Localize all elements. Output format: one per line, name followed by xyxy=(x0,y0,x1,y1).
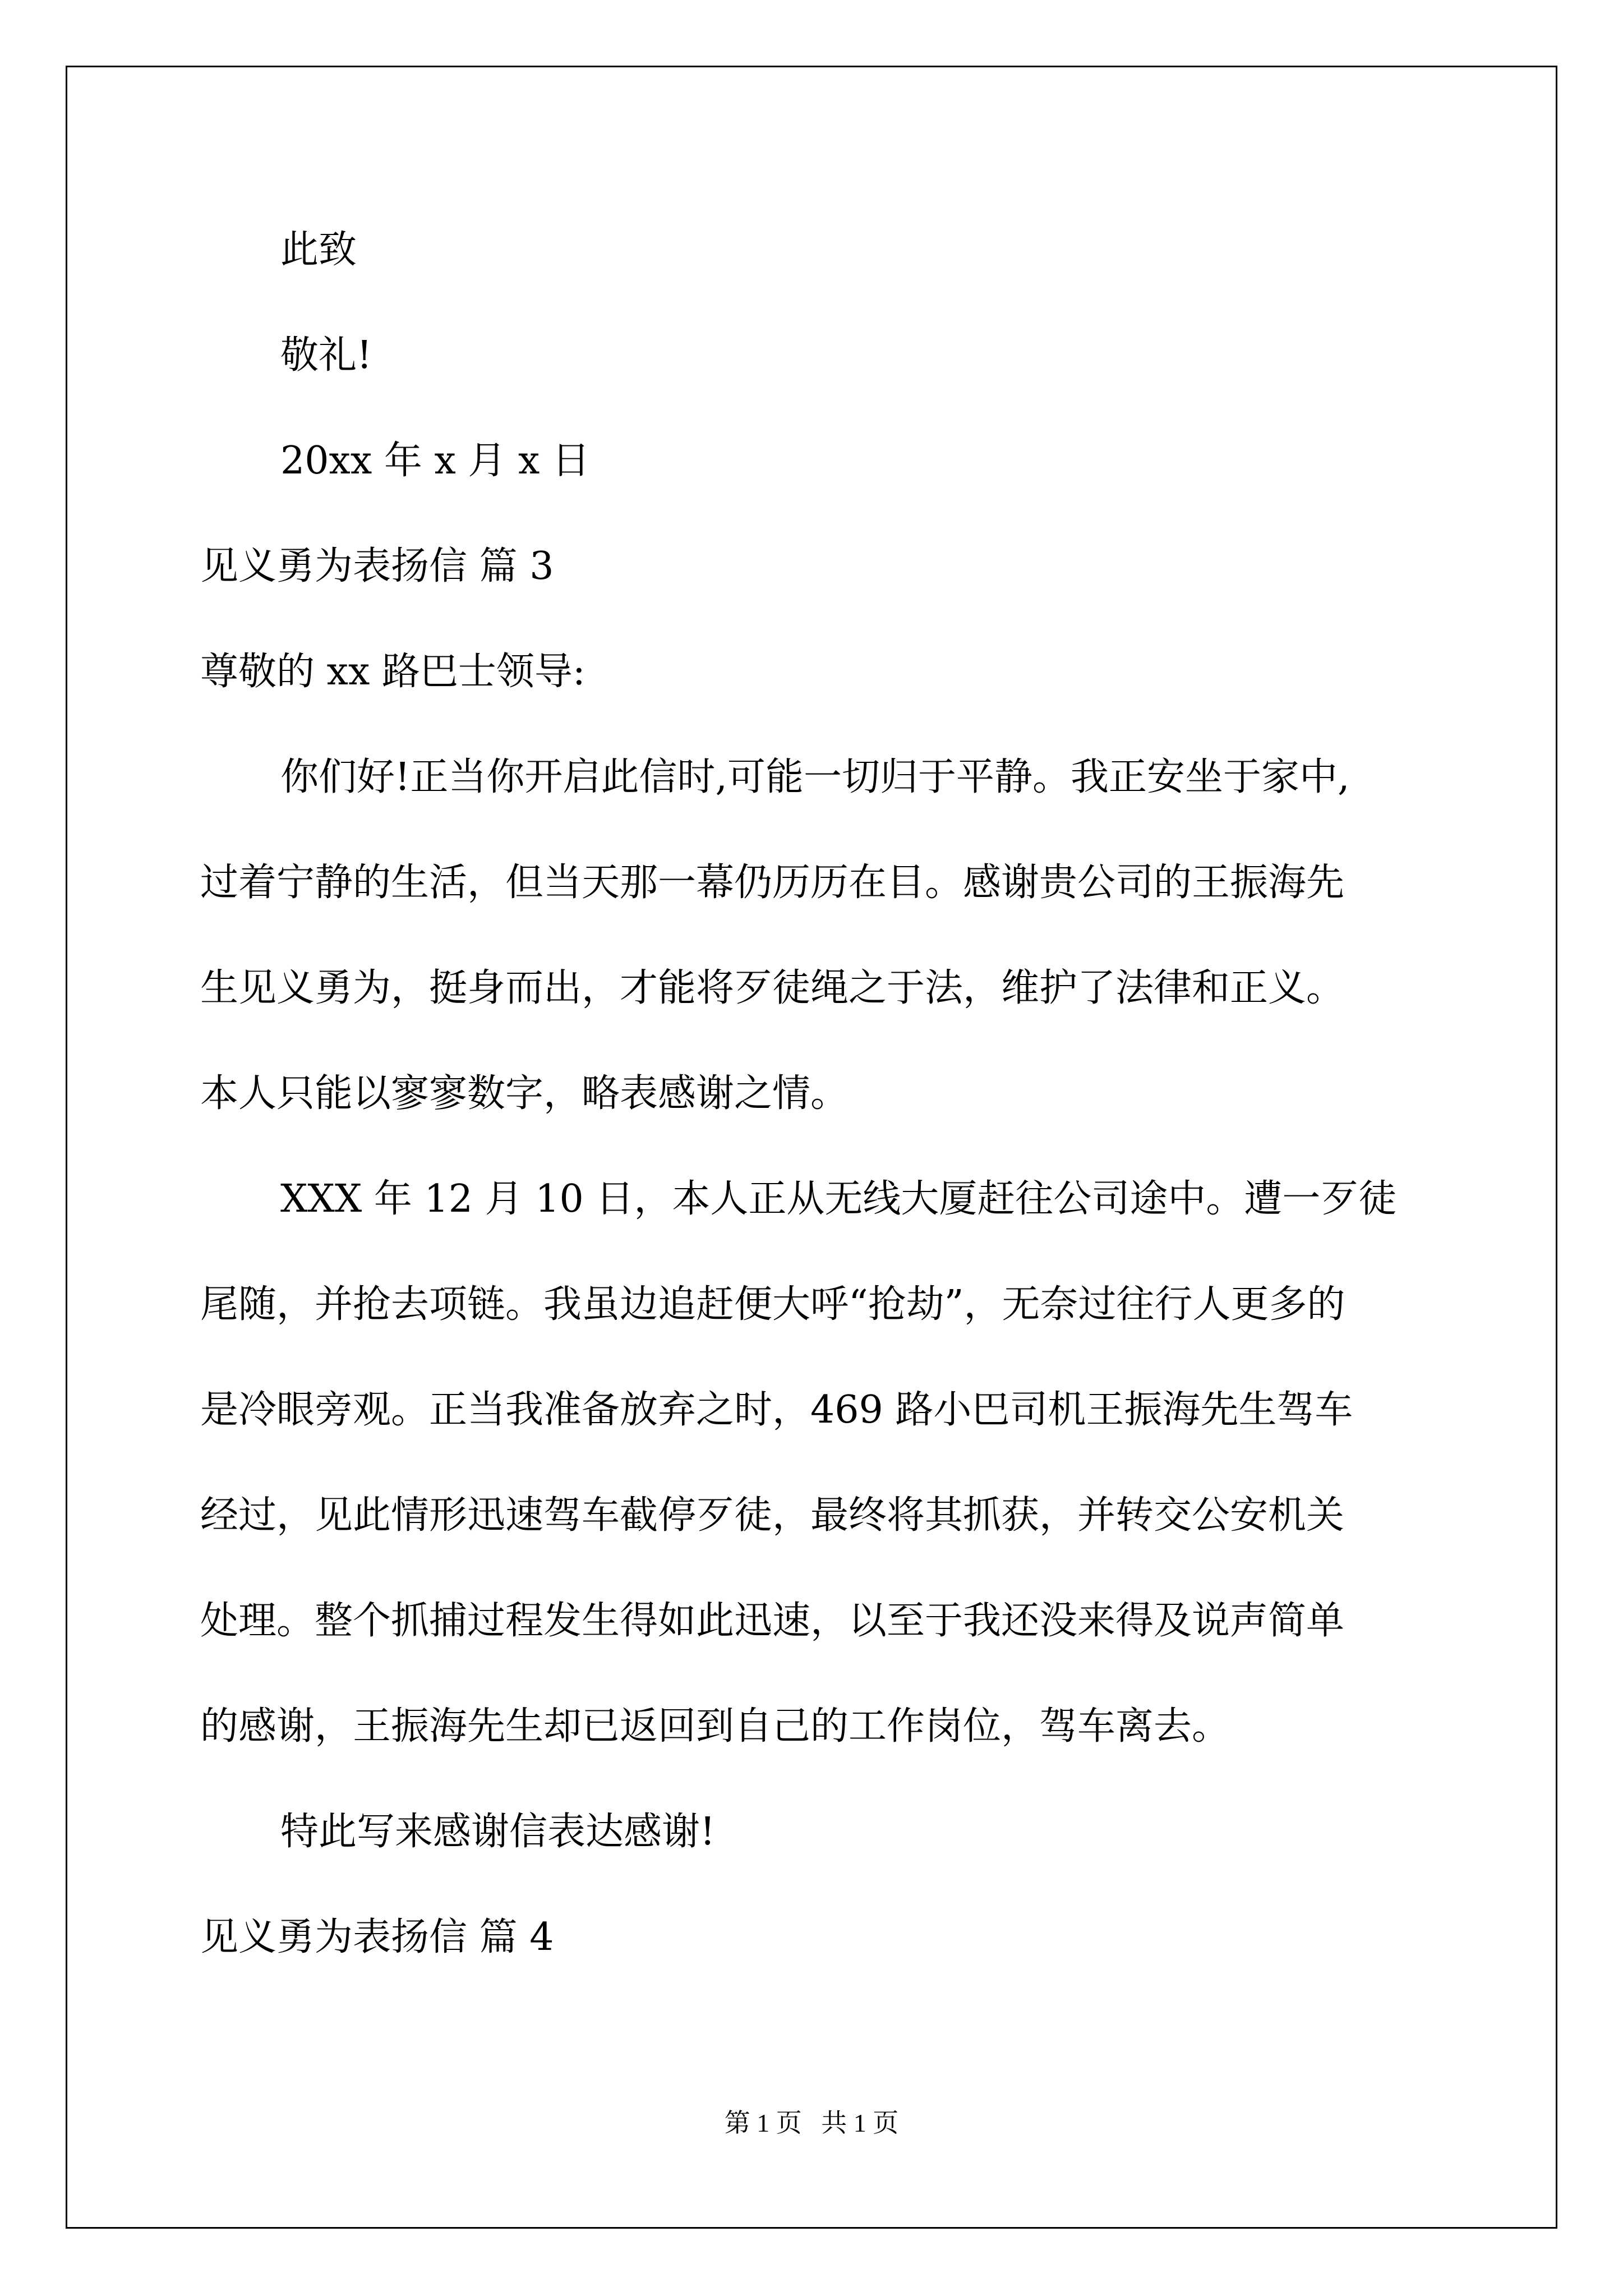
paragraph1-line: 本人只能以寥寥数字，略表感谢之情。 xyxy=(200,1071,849,1116)
paragraph2-line: 经过，见此情形迅速驾车截停歹徒，最终将其抓获，并转交公安机关 xyxy=(200,1493,1345,1538)
paragraph2-line: 处理。整个抓捕过程发生得如此迅速，以至于我还没来得及说声简单 xyxy=(200,1599,1345,1643)
closing-salutation: 此致 xyxy=(280,228,357,272)
paragraph1-line: 生见义勇为，挺身而出，才能将歹徒绳之于法，维护了法律和正义。 xyxy=(200,966,1345,1010)
closing-date: 20xx 年 x 月 x 日 xyxy=(280,439,591,483)
section-heading-4: 见义勇为表扬信 篇 4 xyxy=(200,1915,554,1959)
letter-addressee: 尊敬的 xx 路巴士领导: xyxy=(200,650,585,694)
paragraph2-line: XXX 年 12 月 10 日，本人正从无线大厦赶往公司途中。遭一歹徒 xyxy=(280,1177,1397,1221)
page-frame xyxy=(66,66,1557,2229)
paragraph2-line: 是冷眼旁观。正当我准备放弃之时，469 路小巴司机王振海先生驾车 xyxy=(200,1388,1353,1432)
page-footer: 第 1 页 共 1 页 xyxy=(724,2109,899,2137)
closing-regards: 敬礼! xyxy=(280,333,372,378)
paragraph1-line: 你们好!正当你开启此信时,可能一切归于平静。我正安坐于家中, xyxy=(280,755,1350,799)
paragraph2-line: 尾随，并抢去项链。我虽边追赶便大呼“抢劫”，无奈过往行人更多的 xyxy=(200,1282,1345,1327)
letter-closing-line: 特此写来感谢信表达感谢! xyxy=(280,1810,716,1854)
paragraph1-line: 过着宁静的生活，但当天那一幕仍历历在目。感谢贵公司的王振海先 xyxy=(200,861,1345,905)
paragraph2-line: 的感谢，王振海先生却已返回到自己的工作岗位，驾车离去。 xyxy=(200,1704,1230,1749)
section-heading-3: 见义勇为表扬信 篇 3 xyxy=(200,544,554,588)
